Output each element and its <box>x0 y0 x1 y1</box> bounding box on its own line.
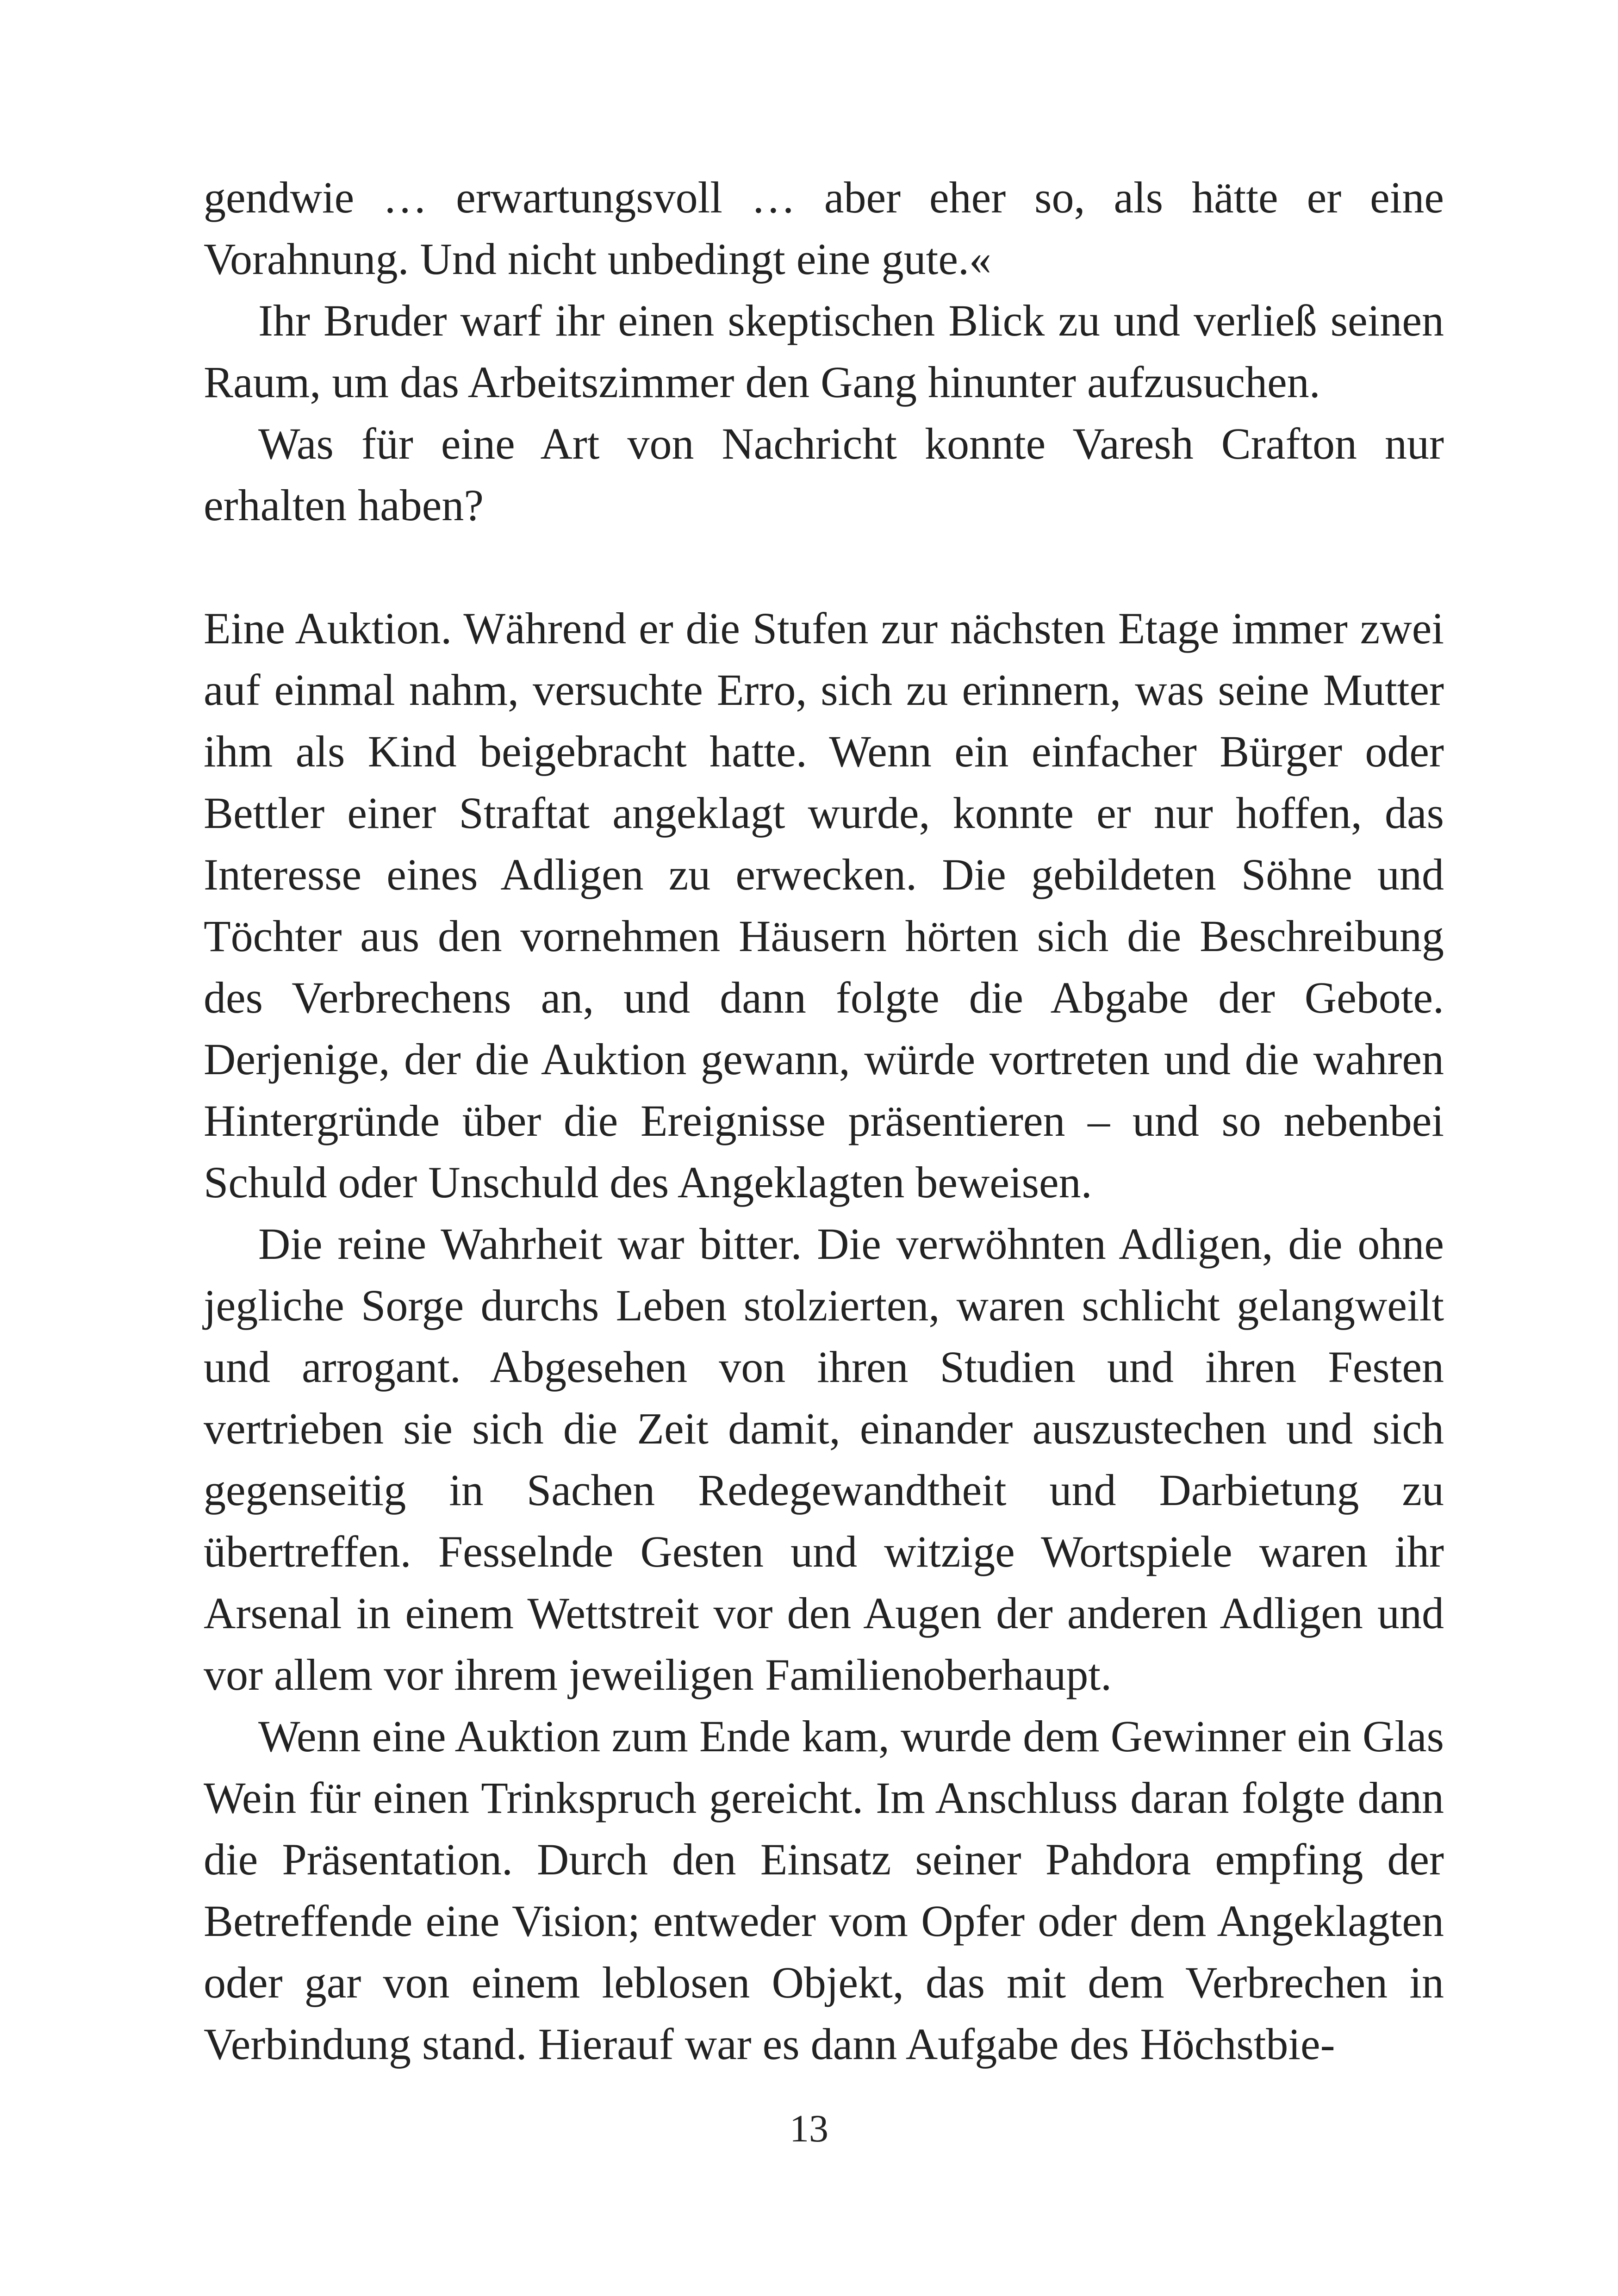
paragraph: gendwie … erwartungsvoll … aber eher so, als hätte er eine Vorahnung. Und nicht unbedingt eine gute.« <box>204 173 1444 284</box>
paragraph: Was für eine Art von Nachricht konnte Varesh Crafton nur erhalten haben? <box>204 419 1444 530</box>
paragraph: Ihr Bruder warf ihr einen skeptischen Blick zu und verließ seinen Raum, um das Arbeitszimmer den Gang hinunter aufzusuchen. <box>204 296 1444 407</box>
paragraph: Die reine Wahrheit war bitter. Die verwöhnten Adligen, die ohne jegliche Sorge durchs Leben stolzierten, waren schlicht gelangweilt und arrogant. Abgesehen von ihren Studien und ihren Festen vertrieben sie sich die Zeit damit, einander auszustechen und sich gegenseitig in Sachen Redegewandtheit und Darbietung zu übertreffen. Fesselnde Gesten und witzige Wortspiele waren ihr Arsenal in einem Wettstreit vor den Augen der anderen Adligen und vor allem vor ihrem jeweiligen Familienoberhaupt. <box>204 1219 1444 1699</box>
paragraph: Eine Auktion. Während er die Stufen zur nächsten Etage immer zwei auf einmal nahm, versuchte Erro, sich zu erinnern, was seine Mutter ihm als Kind beigebracht hatte. Wenn ein einfacher Bürger oder Bettler einer Straftat angeklagt wurde, konnte er nur hoffen, das Interesse eines Adligen zu erwecken. Die gebildeten Söhne und Töchter aus den vornehmen Häusern hörten sich die Beschreibung des Verbrechens an, und dann folgte die Abgabe der Gebote. Derjenige, der die Auktion gewann, würde vortreten und die wahren Hintergründe über die Ereignisse präsentieren – und so nebenbei Schuld oder Unschuld des Angeklagten beweisen. <box>204 604 1444 1207</box>
page-number: 13 <box>790 2107 828 2150</box>
section-break <box>204 536 1444 597</box>
paragraph: Wenn eine Auktion zum Ende kam, wurde dem Gewinner ein Glas Wein für einen Trinkspruch gereicht. Im Anschluss daran folgte dann die Präsentation. Durch den Einsatz seiner Pahdora empfing der Betreffende eine Vision; entweder vom Opfer oder dem Angeklagten oder gar von einem leblosen Objekt, das mit dem Verbrechen in Verbindung stand. Hierauf war es dann Aufgabe des Höchstbie- <box>204 1711 1444 2069</box>
body-text <box>204 167 1444 2075</box>
